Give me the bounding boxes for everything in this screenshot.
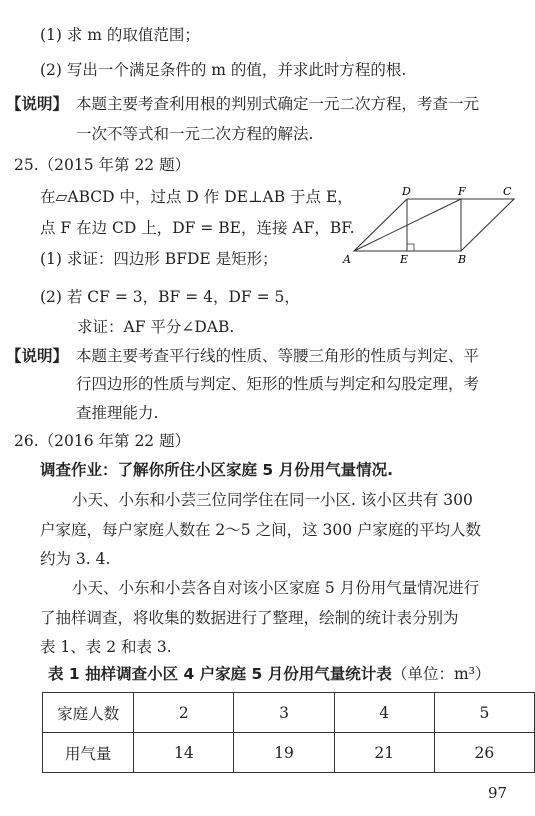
problem-part-1: (1) 求证：四边形 BFDE 是矩形； [40,250,278,268]
table-unit: （单位：m³） [392,665,491,683]
question-part-2: (2) 写出一个满足条件的 m 的值，并求此时方程的根. [40,61,407,79]
page-number: 97 [488,784,508,802]
note-tag: 【说明】 [6,347,69,365]
table-cell: 26 [434,733,534,773]
parallelogram-figure [340,183,520,268]
label-c: C [503,185,512,198]
label-f: F [458,185,466,198]
paragraph-line: 小天、小东和小芸各自对该小区家庭 5 月份用气量情况进行 [72,579,480,597]
note-text: 查推理能力. [76,404,159,422]
row-header-gas-usage: 用气量 [43,733,134,773]
paragraph-line: 表 1、表 2 和表 3. [40,638,172,656]
table-cell: 3 [234,693,334,733]
paragraph-line: 户家庭，每户家庭人数在 2～5 之间，这 300 户家庭的平均人数 [40,521,482,539]
assignment-title: 调查作业：了解你所住小区家庭 5 月份用气量情况. [40,461,393,479]
problem-part-2-proof: 求证：AF 平分∠DAB. [77,318,235,336]
question-part-1: (1) 求 m 的取值范围； [40,26,200,44]
note-text: 一次不等式和一元二次方程的解法. [76,125,314,143]
table-cell: 2 [134,693,234,733]
note-text: 本题主要考查平行线的性质、等腰三角形的性质与判定、平 [76,347,480,365]
table-cell: 14 [134,733,234,773]
paragraph-line: 了抽样调查，将收集的数据进行了整理，绘制的统计表分别为 [40,609,459,627]
table-cell: 21 [334,733,434,773]
problem-part-2: (2) 若 CF = 3，BF = 4，DF = 5， [40,288,300,306]
problem-header: 25.（2015 年第 22 题） [14,156,191,174]
table-cell: 5 [434,693,534,733]
table-cell: 4 [334,693,434,733]
table-cell: 19 [234,733,334,773]
note-tag: 【说明】 [6,95,69,113]
gas-usage-table [42,692,535,773]
parallelogram-abcd [354,199,514,251]
table-row [43,733,535,773]
note-text: 本题主要考查利用根的判别式确定一元二次方程，考查一元 [76,95,480,113]
label-b: B [458,253,467,266]
problem-text: 点 F 在边 CD 上，DF = BE，连接 AF，BF. [40,219,355,237]
table-row [43,693,535,733]
label-a: A [343,253,351,266]
label-d: D [402,185,411,198]
paragraph-line: 约为 3. 4. [40,550,111,568]
note-text: 行四边形的性质与判定、矩形的性质与判定和勾股定理，考 [76,375,480,393]
problem-header: 26.（2016 年第 22 题） [14,432,191,450]
table-title: 表 1 抽样调查小区 4 户家庭 5 月份用气量统计表 [48,665,392,683]
problem-text: 在▱ABCD 中，过点 D 作 DE⊥AB 于点 E， [40,188,353,206]
right-angle-mark [407,244,414,251]
label-e: E [400,253,409,266]
paragraph-line: 小天、小东和小芸三位同学住在同一小区. 该小区共有 300 [72,491,473,509]
row-header-household-size: 家庭人数 [43,693,134,733]
